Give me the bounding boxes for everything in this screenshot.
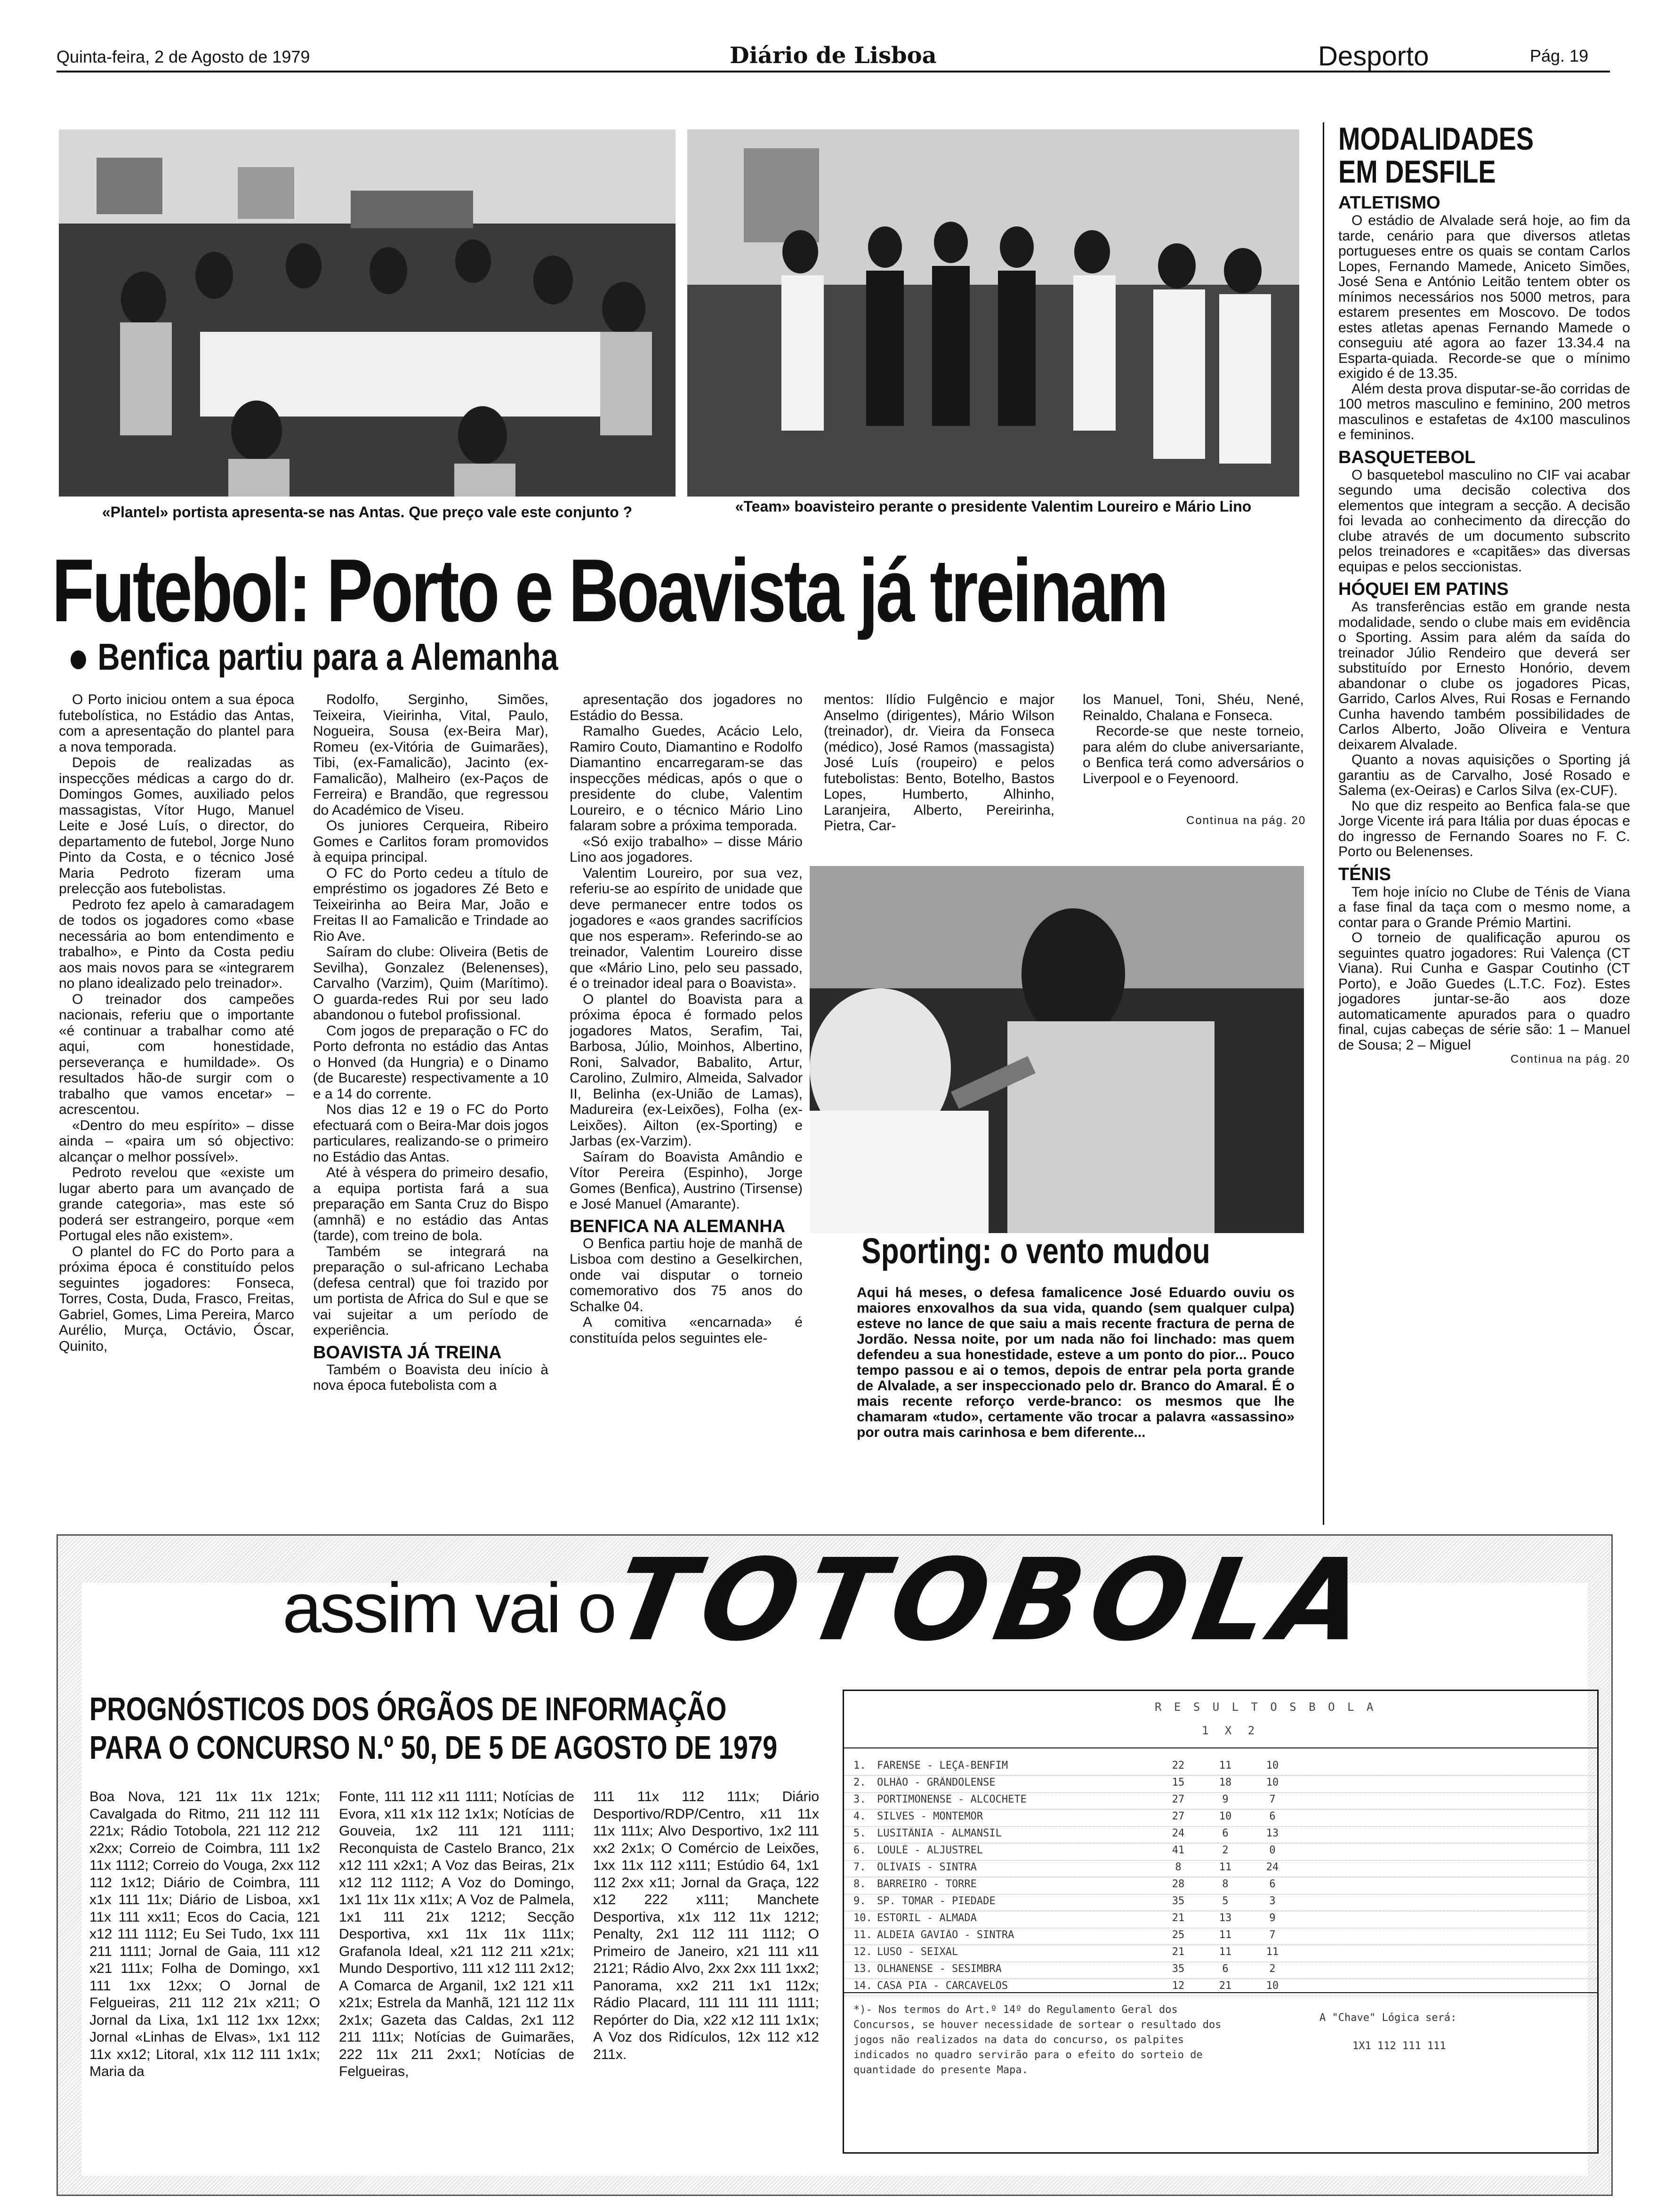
row-value-1: 35: [1172, 1895, 1185, 1907]
row-value-x: 5: [1222, 1895, 1229, 1907]
paragraph: Ramalho Guedes, Acácio Lelo, Ramiro Couto, Diamantino e Rodolfo Diamantino encarregaram-se das inspecções médicas, após o que o presidente do clube, Valentim Loureiro, e o técnico Mário Lino falaram sobre a próxima temporada.: [570, 723, 803, 834]
table-row: [844, 1960, 1597, 1979]
paragraph: «Dentro do meu espírito» – disse ainda – «paira um só objectivo: alcançar o melhor possível».: [59, 1117, 294, 1165]
chave-value: 1X1 112 111 111: [1352, 2040, 1446, 2052]
row-game: OLHANENSE - SESIMBRA: [877, 1963, 1002, 1975]
row-number: 5.: [853, 1827, 866, 1839]
photo-sporting-medical: [810, 866, 1304, 1233]
paragraph: mentos: Ilídio Fulgêncio e major Anselmo (dirigentes), Mário Wilson (treinador), dr. Vieira da Fonseca (médico), José Ramos (massagista) José Luís (roupeiro) e pelos futebolistas: Bento, Botelho, Bastos Lopes, Humberto, Alhinho, Laranjeira, Alberto, Pereirinha, Pietra, Car-: [824, 692, 1054, 834]
row-value-2: 11: [1266, 1946, 1279, 1958]
paragraph: Valentim Loureiro, por sua vez, referiu-se ao espírito de unidade que deve permanecer entre todos os jogadores e «aos grandes sacrifícios que nos esperam». Referindo-se ao treinador, Valentim Loureiro disse que «Mário Lino, pelo seu passado, é o treinador ideal para o Boavista».: [570, 865, 803, 991]
table-row: [844, 1808, 1597, 1827]
photo-sporting-medical-image: [810, 866, 1304, 1233]
row-number: 8.: [853, 1878, 866, 1890]
photo-boavista-team-image: [687, 129, 1299, 497]
paragraph: Até à véspera do primeiro desafio, a equipa portista fará a sua preparação em Santa Cruz do Bispo (amnhã) e no estádio das Antas (tarde), com treino de bola.: [313, 1165, 548, 1243]
paragraph: Recorde-se que neste torneio, para além do clube aniversariante, o Benfica terá como adversários o Liverpool e o Feyenoord.: [1083, 723, 1304, 786]
results-table-header: [844, 1691, 1597, 1748]
results-table: [843, 1690, 1599, 2154]
sidebar-text-atletismo: [1338, 213, 1630, 443]
row-game: CASA PIA - CARCAVELOS: [877, 1980, 1008, 1992]
paragraph: Depois de realizadas as inspecções médicas a cargo do dr. Domingos Gomes, auxiliado pelos massagistas, Vítor Hugo, Manuel Leite e José Luís, o director, do departamento de futebol, Jorge Nuno Pinto da Costa, e o técnico José Maria Pedroto fizeram uma prelecção aos futebolistas.: [59, 755, 294, 897]
article-column-5: [1083, 692, 1304, 814]
paragraph: «Só exijo trabalho» – disse Mário Lino aos jogadores.: [570, 834, 803, 865]
row-value-x: 2: [1222, 1844, 1229, 1856]
row-value-x: 9: [1222, 1794, 1229, 1805]
paragraph: Pedroto fez apelo à camaradagem de todos os jogadores como «base necessária ao bom entendimento e trabalho», e Pinto da Costa pediu aos mais novos para se «integrarem no plano idealizado pelo treinador».: [59, 897, 294, 991]
row-value-2: 2: [1269, 1963, 1276, 1975]
paragraph: Tem hoje início no Clube de Ténis de Viana a fase final da taça com o mesmo nome, a contar para o Grande Prémio Martini.: [1338, 884, 1630, 930]
paragraph: O plantel do FC do Porto para a próxima época é constituído pelos seguintes jogadores: Fonseca, Torres, Costa, Duda, Frasco, Freitas, Gabriel, Gomes, Lima Pereira, Marco Aurélio, Murça, Octávio, Óscar, Quinito,: [59, 1243, 294, 1354]
sidebar-text-tenis: [1338, 885, 1630, 1053]
prognostics-title-line1: PROGNÓSTICOS DOS ÓRGÃOS DE INFORMAÇÃO: [89, 1691, 727, 1727]
paragraph: O basquetebol masculino no CIF vai acabar segundo uma decisão colectiva dos elementos que integram a secção. A decisão foi levada ao conhecimento da direcção do clube através de um documento subscrito pelos treinadores e «capitães» das diversas equipas e pelos seccionistas.: [1338, 467, 1630, 575]
row-number: 1.: [853, 1760, 866, 1771]
table-row: [844, 1825, 1597, 1843]
paragraph: O estádio de Alvalade será hoje, ao fim da tarde, cenário para que diversos atletas portugueses entre os quais se contam Carlos Lopes, Fernando Mamede, Aniceto Simões, José Sena e António Leitão tentem obter os mínimos necessários nos 5000 metros, para estarem presentes em Moscovo. De todos estes atletas apenas Fernando Mamede o conseguiu até agora ao fazer 13.34.4 na Esparta-quiada. Recorde-se que o mínimo exigido é de 13.35.: [1338, 213, 1630, 381]
photo-porto-squad-image: [59, 129, 676, 497]
sporting-text: Aqui há meses, o defesa famalicence José Eduardo ouviu os maiores enxovalhos da sua vida, quando (sem qualquer culpa) esteve no lance de que saiu a mais recente fractura de perna de Jordão. Nessa noite, por um nada não foi linchado: mas quem defendeu a sua honestidade, esteve a um ponto do pior... Pouco tempo passou e ai o temos, depois de entrar pela porta grande de Alvalade, a ser inspeccionado pelo dr. Branco do Amaral. É o mais recente reforço verde-branco: os mesmos que lhe chamaram «tudo», certamente vão trocar a palavra «assassino» por outra mais carinhosa e bem diferente...: [857, 1285, 1295, 1440]
row-value-2: 24: [1266, 1861, 1279, 1873]
row-game: BARREIRO - TORRE: [877, 1878, 977, 1890]
masthead-paper-name: Diário de Lisboa: [730, 42, 937, 69]
table-row: [844, 1892, 1597, 1911]
sporting-title: Sporting: o vento mudou: [861, 1231, 1210, 1271]
masthead-section: Desporto: [1318, 41, 1429, 72]
row-value-2: 0: [1269, 1844, 1276, 1856]
prognostics-title-line2: PARA O CONCURSO N.º 50, DE 5 DE AGOSTO DE 1979: [89, 1729, 778, 1766]
masthead-date: Quinta-feira, 2 de Agosto de 1979: [56, 47, 310, 66]
row-number: 4.: [853, 1811, 866, 1822]
row-game: SP. TOMAR - PIEDADE: [877, 1895, 996, 1907]
paragraph: O FC do Porto cedeu a título de empréstimo os jogadores Zé Beto e Teixeirinha ao Beira Mar, João e Freitas II ao Famalicão e Trindade ao Rio Ave.: [313, 865, 548, 944]
paragraph: Pedroto revelou que «existe um lugar aberto para um avançado de grande categoria», mas este só poderá ser estrangeiro, porque «em Portugal eles não existem».: [59, 1165, 294, 1243]
row-value-1: 24: [1172, 1827, 1185, 1839]
chave-label: A "Chave" Lógica será:: [1319, 2012, 1457, 2024]
masthead-page-number: Pág. 19: [1530, 46, 1589, 65]
sidebar-text-basquetebol: [1338, 468, 1630, 575]
prognostics-title: [89, 1690, 777, 1767]
paragraph: Também se integrará na preparação o sul-africano Lechaba (defesa central) que foi trazido por um portista de Africa do Sul e que se vai sujeitar a um período de experiência.: [313, 1243, 548, 1338]
row-game: OLÍVAIS - SINTRA: [877, 1861, 977, 1873]
paragraph: Os juniores Cerqueira, Ribeiro Gomes e Carlitos foram promovidos à equipa principal.: [313, 818, 548, 865]
bullet-icon: [71, 650, 86, 669]
row-number: 3.: [853, 1794, 866, 1805]
row-game: PORTIMONENSE - ALCOCHETE: [877, 1794, 1027, 1805]
row-number: 10.: [853, 1912, 872, 1924]
row-value-x: 8: [1222, 1878, 1229, 1890]
results-footnote: [844, 1992, 1597, 2153]
sidebar-heading-tenis: TÉNIS: [1338, 864, 1391, 884]
row-value-x: 13: [1219, 1912, 1232, 1924]
row-value-2: 6: [1269, 1811, 1276, 1822]
article-column-1: [59, 692, 294, 1515]
paragraph: O torneio de qualificação apurou os seguintes quatro jogadores: Rui Valença (CT Viana). Rui Cunha e Gaspar Coutinho (CT Porto), e João Guedes (L.T.C. Foz). Estes jogadores juntar-se-ão aos doze automaticamente apurados para o quadro final, cujas cabeças de série são: 1 – Manuel de Sousa; 2 – Miguel: [1338, 930, 1630, 1053]
row-value-2: 3: [1269, 1895, 1276, 1907]
sidebar-title-line1: MODALIDADES: [1338, 121, 1534, 157]
sidebar-continued-link[interactable]: Continua na pág. 20: [1510, 1053, 1630, 1066]
table-row: [844, 1909, 1597, 1928]
article-column-2: [313, 692, 548, 1515]
row-value-2: 10: [1266, 1760, 1279, 1771]
photo-caption-porto: «Plantel» portista apresenta-se nas Antas. Que preço vale este conjunto ?: [102, 504, 633, 521]
totobola-prefix: assim vai o: [282, 1568, 615, 1647]
row-game: ESTORIL - ALMADA: [877, 1912, 977, 1924]
subheading-boavista: BOAVISTA JÁ TREINA: [313, 1342, 502, 1362]
paragraph: Além desta prova disputar-se-ão corridas de 100 metros masculino e feminino, 200 metros masculinos e estafetas de 4x100 masculinos e femininos.: [1338, 381, 1630, 442]
table-row: [844, 1774, 1597, 1793]
row-number: 7.: [853, 1861, 866, 1873]
row-number: 12.: [853, 1946, 872, 1958]
row-value-1: 27: [1172, 1794, 1185, 1805]
prognostics-column-3: 111 11x 112 111x; Diário Desportivo/RDP/Centro, x11 11x 11x 111x; Alvo Desportivo, 1x2 111 xx2 2x1x; O Comércio de Leixões, 1xx 11x 112 x111; Estúdio 64, 1x1 112 2xx x11; Jornal da Graça, 122 x12 222 x111; Manchete Desportiva, x1x 112 11x 1212; Penalty, 2x1 112 111 1112; O Primeiro de Janeiro, x21 111 x11 2121; Rádio Alvo, 2xx 2xx 111 1xx2; Panorama, xx2 211 1x1 112x; Rádio Placard, 111 111 111 1111; Repórter do Dia, x22 x12 111 1x1x; A Voz dos Ridículos, 12x 112 x12 211x.: [593, 1789, 819, 2062]
table-row: [844, 1943, 1597, 1962]
paragraph: O treinador dos campeões nacionais, referiu que o importante «é continuar a trabalhar como até aqui, com honestidade, perseverança e humildade». Os resultados hão-de surgir com o trabalho que vamos encetar» – acrescentou.: [59, 991, 294, 1117]
row-value-1: 21: [1172, 1912, 1185, 1924]
results-header-columns: 1 X 2: [1202, 1724, 1260, 1737]
sidebar-title-line2: EM DESFILE: [1338, 154, 1496, 190]
sidebar-modalidades: [1323, 122, 1630, 1525]
row-game: LOULÉ - ALJUSTREL: [877, 1844, 983, 1856]
paragraph: Com jogos de preparação o FC do Porto defronta no estádio das Antas o Honved (da Hungria) e o Dinamo (de Bucareste) respectivamente a 10 e a 14 do corrente.: [313, 1023, 548, 1102]
row-game: OLHÃO - GRÂNDOLENSE: [877, 1777, 996, 1788]
row-value-x: 21: [1219, 1980, 1232, 1992]
row-game: FARENSE - LEÇA-BENFIM: [877, 1760, 1008, 1771]
row-value-1: 21: [1172, 1946, 1185, 1958]
row-value-1: 22: [1172, 1760, 1185, 1771]
row-number: 14.: [853, 1980, 872, 1992]
subheading-benfica: BENFICA NA ALEMANHA: [570, 1216, 786, 1236]
row-game: SILVES - MONTEMOR: [877, 1811, 983, 1822]
row-number: 9.: [853, 1895, 866, 1907]
row-value-1: 35: [1172, 1963, 1185, 1975]
row-number: 13.: [853, 1963, 872, 1975]
table-row: [844, 1757, 1597, 1776]
photo-boavista-team: [687, 129, 1299, 497]
sidebar-heading-atletismo: ATLETISMO: [1338, 193, 1440, 213]
row-value-x: 11: [1219, 1929, 1232, 1941]
totobola-logo: TOTOBOLA: [605, 1534, 1384, 1666]
sidebar-heading-hoquei: HÓQUEI EM PATINS: [1338, 579, 1509, 599]
row-value-2: 10: [1266, 1777, 1279, 1788]
row-value-1: 27: [1172, 1811, 1185, 1822]
sidebar-text-hoquei: [1338, 600, 1630, 860]
row-value-2: 9: [1269, 1912, 1276, 1924]
row-value-1: 41: [1172, 1844, 1185, 1856]
paragraph: O plantel do Boavista para a próxima época é formado pelos jogadores Matos, Serafim, Tai, Barbosa, Júlio, Moinhos, Albertino, Roni, Salvador, Babalito, Artur, Carolino, Zulmiro, Almeida, Salvador II, Belinha (ex-União de Lamas), Madureira (ex-Leixões), Folha (ex-Leixões). Ailton (ex-Sporting) e Jarbas (ex-Varzim).: [570, 991, 803, 1149]
footnote-text: *)- Nos termos do Art.º 14º do Regulamento Geral dos Concursos, se houver necessidade de sortear o resultado dos jogos não realizados na data do concurso, os palpites indicados no quadro servirão para o efeito do sorteio de quantidade do presente Mapa.: [853, 2004, 1222, 2076]
table-row: [844, 1791, 1597, 1810]
row-value-x: 10: [1219, 1811, 1232, 1822]
row-value-1: 8: [1175, 1861, 1182, 1873]
row-number: 2.: [853, 1777, 866, 1788]
row-value-1: 28: [1172, 1878, 1185, 1890]
row-value-2: 13: [1266, 1827, 1279, 1839]
sidebar-heading-basquetebol: BASQUETEBOL: [1338, 447, 1476, 467]
row-value-x: 6: [1222, 1963, 1229, 1975]
row-number: 6.: [853, 1844, 866, 1856]
paragraph: O Porto iniciou ontem a sua época futebolística, no Estádio das Antas, com a apresentação do plantel para a nova temporada.: [59, 692, 294, 755]
paragraph: los Manuel, Toni, Shéu, Nené, Reinaldo, Chalana e Fonseca.: [1083, 692, 1304, 723]
headline: Futebol: Porto e Boavista já treinam: [52, 541, 1166, 641]
table-row: [844, 1875, 1597, 1894]
prognostics-column-2: Fonte, 111 112 x11 1111; Notícias de Evora, x11 x1x 112 1x1x; Notícias de Gouveia, 1x2 111 121 1111; Reconquista de Castelo Branco, 21x x12 111 x2x1; A Voz das Beiras, 21x x12 112 1112; A Voz do Domingo, 1x1 11x 11x x11x; A Voz de Palmela, 1x1 111 21x 1212; Secção Desportiva, xx1 11x 11x 111x; Grafanola Ideal, x21 112 211 x21x; Mundo Desportivo, 111 x12 111 2x12; A Comarca de Arganil, 1x2 121 x11 x21x; Estrela da Manhã, 121 112 11x 2x1x; Gazeta das Caldas, 2x1 112 211 111x; Notícias de Guimarães, 222 11x 211 2xx1; Notícias de Felgueiras,: [339, 1789, 574, 2079]
row-value-x: 11: [1219, 1946, 1232, 1958]
subhead-text: Benfica partiu para a Alemanha: [97, 636, 558, 678]
subhead: [71, 635, 558, 679]
row-value-x: 11: [1219, 1760, 1232, 1771]
row-value-2: 7: [1269, 1794, 1276, 1805]
paragraph: apresentação dos jogadores no Estádio do Bessa.: [570, 692, 803, 723]
row-game: ALDEIA GAVIÃO - SINTRA: [877, 1929, 1014, 1941]
row-value-x: 11: [1219, 1861, 1232, 1873]
table-row: [844, 1842, 1597, 1860]
paragraph: Nos dias 12 e 19 o FC do Porto efectuará com o Beira-Mar dois jogos particulares, realizando-se o primeiro no Estádio das Antas.: [313, 1102, 548, 1165]
row-number: 11.: [853, 1929, 872, 1941]
row-value-x: 6: [1222, 1827, 1229, 1839]
article-column-4: [824, 692, 1054, 847]
row-game: LUSITÂNIA - ALMANSIL: [877, 1827, 1002, 1839]
paragraph: O Benfica partiu hoje de manhã de Lisboa com destino a Geselkirchen, onde vai disputar o torneio comemorativo dos 75 anos do Schalke 04.: [570, 1235, 803, 1314]
row-value-1: 15: [1172, 1777, 1185, 1788]
paragraph: As transferências estão em grande nesta modalidade, sendo o clube mais em evidência o Sporting. Assim para além da saída do treinador Júlio Rendeiro que deverá ser substituído por Ernesto Honório, devem abandonar o clube os jogadores Picas, Garrido, Carlos Alves, Rui Rosas e Fernando Cunha havendo também possibilidades de Carlos Alberto, João Oliveira e Ventura deixarem Alvalade.: [1338, 599, 1630, 753]
paragraph: Saíram do Boavista Amândio e Vítor Pereira (Espinho), Jorge Gomes (Benfica), Austrino (Tirsense) e José Manuel (Amarante).: [570, 1149, 803, 1212]
row-value-1: 12: [1172, 1980, 1185, 1992]
table-row: [844, 1926, 1597, 1945]
paragraph: Também o Boavista deu início à nova época futebolista com a: [313, 1362, 548, 1393]
paragraph: No que diz respeito ao Benfica fala-se que Jorge Vicente irá para Itália por duas épocas e do ingresso de Fernando Soares no F. C. Porto ou Belenenses.: [1338, 798, 1630, 859]
row-game: LUSO - SEIXAL: [877, 1946, 958, 1958]
paragraph: Rodolfo, Serginho, Simões, Teixeira, Vieirinha, Vital, Paulo, Nogueira, Sousa (ex-Beira Mar), Romeu (ex-Vitória de Guimarães), Tibi, (ex-Famalicão), Jacinto (ex-Famalicão), Malheiro (ex-Paços de Ferreira) e Brandão, que regressou do Académico de Viseu.: [313, 692, 548, 818]
row-value-x: 18: [1219, 1777, 1232, 1788]
paragraph: Saíram do clube: Oliveira (Betis de Sevilha), Gonzalez (Belenenses), Carvalho (Varzim), Quim (Marítimo). O guarda-redes Rui por seu lado abandonou o futebol profissional.: [313, 944, 548, 1023]
row-value-2: 10: [1266, 1980, 1279, 1992]
article-column-3: [570, 692, 803, 1515]
prognostics-column-1: Boa Nova, 121 11x 11x 121x; Cavalgada do Ritmo, 211 112 111 221x; Rádio Totobola, 221 112 212 x2xx; Correio de Coimbra, 111 1x2 11x 1112; Correio do Vouga, 2xx 112 112 1x12; Diário de Coimbra, 111 x1x 111 11x; Diário de Lisboa, xx1 11x 111 xx11; Ecos do Cacia, 121 x12 111 1112; Eu Sei Tudo, 1xx 111 211 1111; Jornal de Gaia, 111 x12 x21 111x; Folha de Domingo, xx1 111 1xx 12xx; O Jornal de Felgueiras, 211 112 21x x211; O Jornal da Lixa, 1x1 112 1xx 12xx; Jornal «Linhas de Elvas», 1x1 112 11x xx12; Litoral, x1x 112 111 1x1x; Maria da: [89, 1789, 320, 2079]
paragraph: A comitiva «encarnada» é constituída pelos seguintes ele-: [570, 1314, 803, 1346]
row-value-2: 7: [1269, 1929, 1276, 1941]
masthead: [56, 42, 1610, 72]
table-row: [844, 1859, 1597, 1877]
paragraph: Quanto a novas aquisições o Sporting já garantiu as de Carvalho, José Rosado e Salema (ex-Oeiras) e Carlos Silva (ex-CUF).: [1338, 752, 1630, 798]
photo-porto-squad: [59, 129, 676, 497]
row-value-2: 6: [1269, 1878, 1276, 1890]
continued-link[interactable]: Continua na pág. 20: [1186, 814, 1306, 827]
row-value-1: 25: [1172, 1929, 1185, 1941]
photo-caption-boavista: «Team» boavisteiro perante o presidente Valentim Loureiro e Mário Lino: [735, 498, 1252, 515]
results-header-title: R E S U L T O S B O L A: [1155, 1700, 1376, 1714]
